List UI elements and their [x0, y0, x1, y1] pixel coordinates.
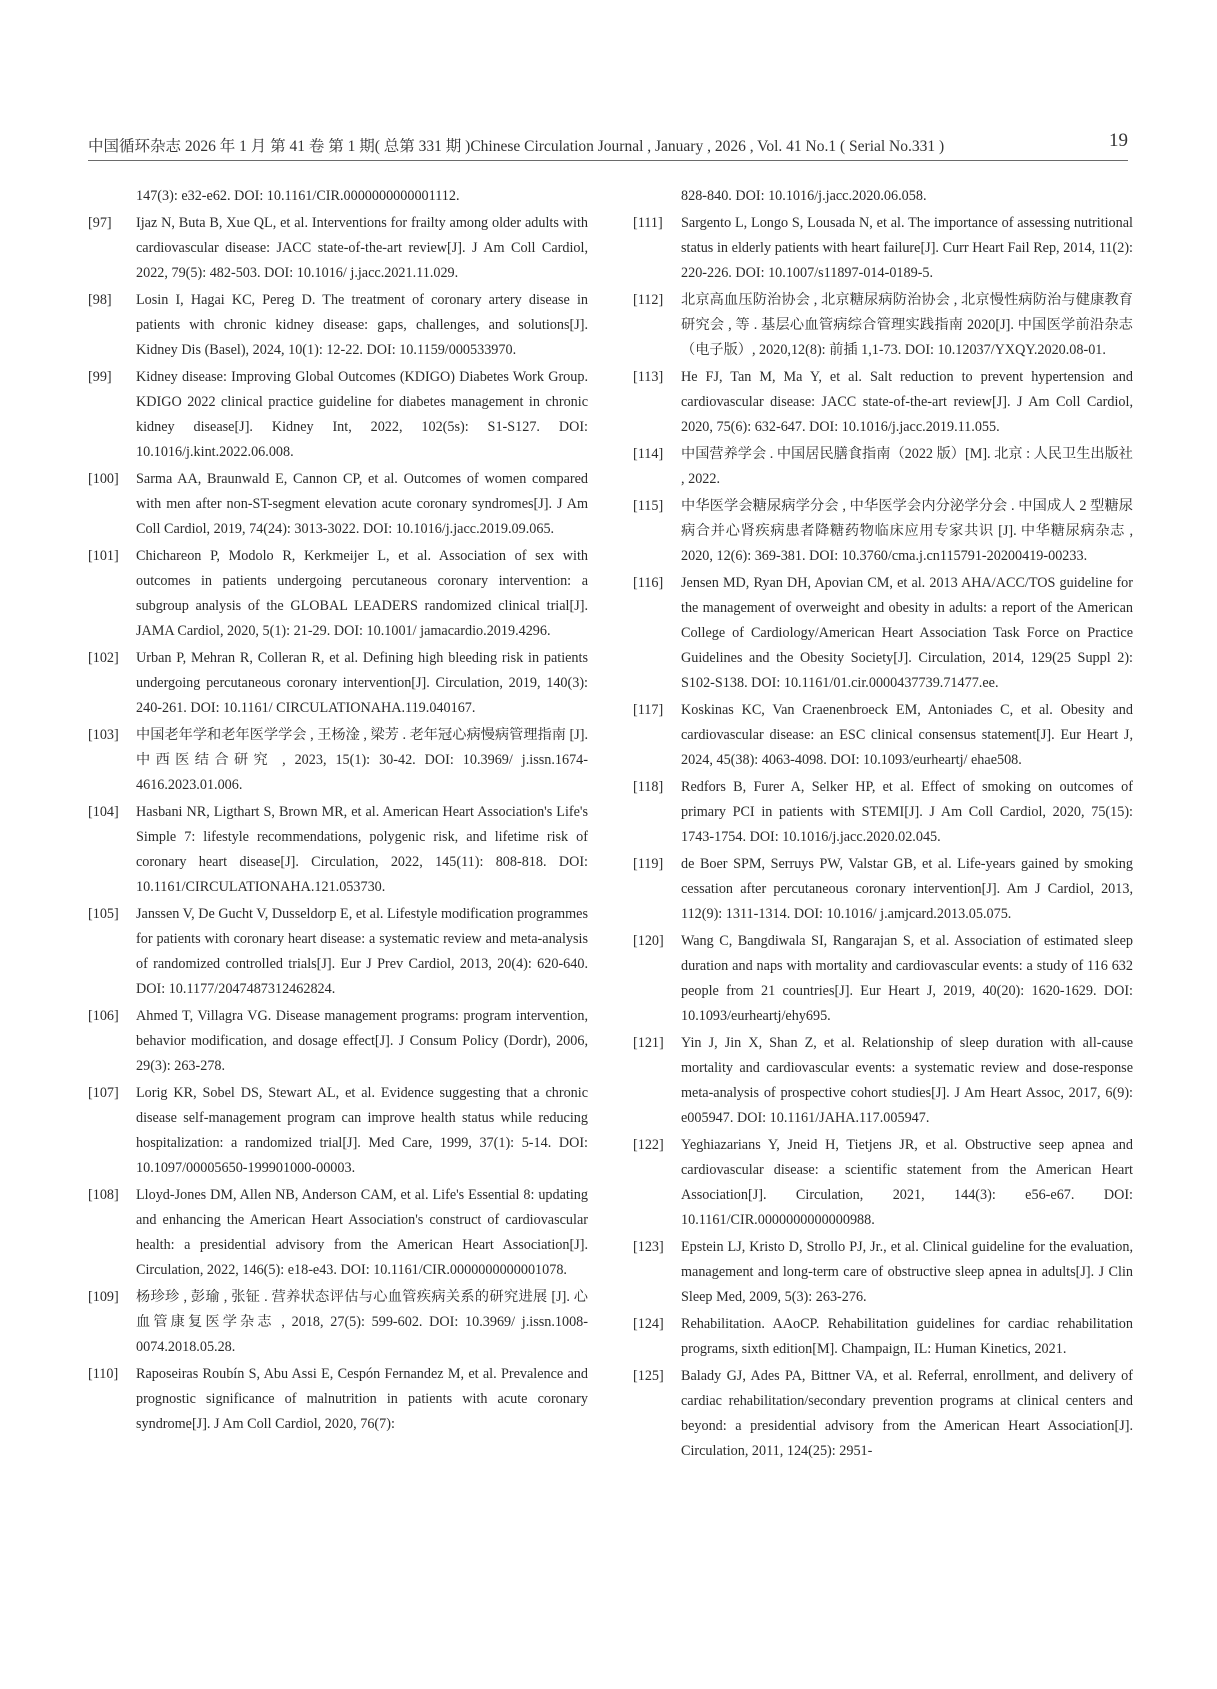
- reference-text: 147(3): e32-e62. DOI: 10.1161/CIR.0000000000001112.: [136, 188, 460, 204]
- reference-text: Losin I, Hagai KC, Pereg D. The treatment of coronary artery disease in patients with chronic kidney disease: gaps, challenges, and solutions[J]. Kidney Dis (Basel), 2024, 10(1): 12-22. DOI: 10.1159/000533970.: [136, 292, 588, 358]
- reference-number: [123]: [633, 1239, 664, 1255]
- reference-number: [99]: [88, 369, 112, 385]
- reference-text: Lloyd-Jones DM, Allen NB, Anderson CAM, et al. Life's Essential 8: updating and enhancing the American Heart Association's construct of cardiovascular health: a presidential advisory from the American Heart Association[J]. Circulation, 2022, 146(5): e18-e43. DOI: 10.1161/CIR.0000000000001078.: [136, 1187, 588, 1278]
- reference-text: He FJ, Tan M, Ma Y, et al. Salt reduction to prevent hypertension and cardiovascular disease: JACC state-of-the-art review[J]. J Am Coll Cardiol, 2020, 75(6): 632-647. DOI: 10.1016/j.jacc.2019.11.055.: [681, 369, 1133, 435]
- reference-text: Sargento L, Longo S, Lousada N, et al. The importance of assessing nutritional status in elderly patients with heart failure[J]. Curr Heart Fail Rep, 2014, 11(2): 220-226. DOI: 10.1007/s11897-014-0189-5.: [681, 215, 1133, 281]
- reference-item: [88, 184, 588, 209]
- reference-text: 828-840. DOI: 10.1016/j.jacc.2020.06.058.: [681, 188, 927, 204]
- reference-text: Yin J, Jin X, Shan Z, et al. Relationship of sleep duration with all-cause mortality and cardiovascular events: a systematic review and dose-response meta-analysis of prospective cohort studies[J]. J Am Heart Assoc, 2017, 6(9): e005947. DOI: 10.1161/JAHA.117.005947.: [681, 1035, 1133, 1126]
- reference-text: 中国老年学和老年医学学会 , 王杨淦 , 梁芳 . 老年冠心病慢病管理指南 [J]. 中西医结合研究 , 2023, 15(1): 30-42. DOI: 10.3969/ j.issn.1674-4616.2023.01.006.: [136, 727, 588, 793]
- reference-text: Wang C, Bangdiwala SI, Rangarajan S, et al. Association of estimated sleep duration and naps with mortality and cardiovascular events: a study of 116 632 people from 21 countries[J]. Eur Heart J, 2019, 40(20): 1620-1629. DOI: 10.1093/eurheartj/ehy695.: [681, 933, 1133, 1024]
- reference-column-right: [633, 184, 1133, 1466]
- reference-text: Lorig KR, Sobel DS, Stewart AL, et al. Evidence suggesting that a chronic disease self-management program can improve health status while reducing hospitalization: a randomized trial[J]. Med Care, 1999, 37(1): 5-14. DOI: 10.1097/00005650-199901000-00003.: [136, 1085, 588, 1176]
- reference-item: [633, 1364, 1133, 1464]
- reference-number: [115]: [633, 498, 664, 514]
- reference-item: [88, 646, 588, 721]
- reference-number: [103]: [88, 727, 119, 743]
- page-header: [88, 130, 1128, 161]
- reference-item: [88, 1285, 588, 1360]
- reference-text: Sarma AA, Braunwald E, Cannon CP, et al. Outcomes of women compared with men after non-ST-segment elevation acute coronary syndromes[J]. J Am Coll Cardiol, 2019, 74(24): 3013-3022. DOI: 10.1016/j.jacc.2019.09.065.: [136, 471, 588, 537]
- reference-item: [633, 442, 1133, 492]
- reference-number: [100]: [88, 471, 119, 487]
- reference-number: [119]: [633, 856, 664, 872]
- reference-number: [110]: [88, 1366, 119, 1382]
- reference-column-left: [88, 184, 588, 1439]
- reference-text: 中国营养学会 . 中国居民膳食指南（2022 版）[M]. 北京 : 人民卫生出版社 , 2022.: [681, 446, 1133, 487]
- reference-item: [633, 494, 1133, 569]
- reference-number: [111]: [633, 215, 663, 231]
- reference-text: 杨珍珍 , 彭瑜 , 张钲 . 营养状态评估与心血管疾病关系的研究进展 [J]. 心血管康复医学杂志 , 2018, 27(5): 599-602. DOI: 10.3969/ j.issn.1008-0074.2018.05.28.: [136, 1289, 588, 1355]
- reference-item: [633, 698, 1133, 773]
- reference-number: [106]: [88, 1008, 119, 1024]
- reference-number: [101]: [88, 548, 119, 564]
- reference-text: Urban P, Mehran R, Colleran R, et al. Defining high bleeding risk in patients undergoing percutaneous coronary intervention[J]. Circulation, 2019, 140(3): 240-261. DOI: 10.1161/ CIRCULATIONAHA.119.040167.: [136, 650, 588, 716]
- reference-number: [122]: [633, 1137, 664, 1153]
- reference-text: Ijaz N, Buta B, Xue QL, et al. Interventions for frailty among older adults with cardiovascular disease: JACC state-of-the-art review[J]. J Am Coll Cardiol, 2022, 79(5): 482-503. DOI: 10.1016/ j.jacc.2021.11.029.: [136, 215, 588, 281]
- reference-text: Hasbani NR, Ligthart S, Brown MR, et al. American Heart Association's Life's Simple 7: lifestyle recommendations, polygenic risk, and lifetime risk of coronary heart disease[J]. Circulation, 2022, 145(11): 808-818. DOI: 10.1161/CIRCULATIONAHA.121.053730.: [136, 804, 588, 895]
- reference-item: [633, 288, 1133, 363]
- reference-item: [88, 1004, 588, 1079]
- reference-number: [98]: [88, 292, 112, 308]
- reference-text: Raposeiras Roubín S, Abu Assi E, Cespón Fernandez M, et al. Prevalence and prognostic significance of malnutrition in patients with acute coronary syndrome[J]. J Am Coll Cardiol, 2020, 76(7):: [136, 1366, 588, 1432]
- reference-number: [109]: [88, 1289, 119, 1305]
- reference-item: [88, 1183, 588, 1283]
- reference-text: Koskinas KC, Van Craenenbroeck EM, Antoniades C, et al. Obesity and cardiovascular disease: an ESC clinical consensus statement[J]. Eur Heart J, 2024, 45(38): 4063-4098. DOI: 10.1093/eurheartj/ ehae508.: [681, 702, 1133, 768]
- running-title: 中国循环杂志 2026 年 1 月 第 41 卷 第 1 期( 总第 331 期 )Chinese Circulation Journal , January , 2026 , Vol. 41 No.1 ( Serial No.331 ): [88, 138, 945, 155]
- reference-number: [118]: [633, 779, 664, 795]
- reference-item: [88, 365, 588, 465]
- reference-item: [633, 184, 1133, 209]
- reference-number: [120]: [633, 933, 664, 949]
- reference-number: [107]: [88, 1085, 119, 1101]
- reference-item: [633, 775, 1133, 850]
- page-number: 19: [1109, 130, 1128, 151]
- reference-item: [88, 288, 588, 363]
- reference-item: [633, 1133, 1133, 1233]
- reference-item: [88, 211, 588, 286]
- reference-text: 北京高血压防治协会 , 北京糖尿病防治协会 , 北京慢性病防治与健康教育研究会 , 等 . 基层心血管病综合管理实践指南 2020[J]. 中国医学前沿杂志（电子版）, 2020,12(8): 前插 1,1-73. DOI: 10.12037/YXQY.2020.08-01.: [681, 292, 1133, 358]
- reference-number: [104]: [88, 804, 119, 820]
- reference-item: [88, 1081, 588, 1181]
- reference-text: Balady GJ, Ades PA, Bittner VA, et al. Referral, enrollment, and delivery of cardiac rehabilitation/secondary prevention programs at clinical centers and beyond: a presidential advisory from the American Heart Association[J]. Circulation, 2011, 124(25): 2951-: [681, 1368, 1133, 1459]
- reference-text: de Boer SPM, Serruys PW, Valstar GB, et al. Life-years gained by smoking cessation after percutaneous coronary intervention[J]. Am J Cardiol, 2013, 112(9): 1311-1314. DOI: 10.1016/ j.amjcard.2013.05.075.: [681, 856, 1133, 922]
- reference-number: [121]: [633, 1035, 664, 1051]
- reference-item: [633, 1031, 1133, 1131]
- reference-item: [88, 467, 588, 542]
- reference-item: [633, 852, 1133, 927]
- reference-number: [108]: [88, 1187, 119, 1203]
- reference-item: [633, 211, 1133, 286]
- reference-item: [88, 1362, 588, 1437]
- reference-number: [124]: [633, 1316, 664, 1332]
- reference-item: [633, 1312, 1133, 1362]
- reference-number: [116]: [633, 575, 664, 591]
- reference-item: [88, 544, 588, 644]
- reference-text: Chichareon P, Modolo R, Kerkmeijer L, et al. Association of sex with outcomes in patients undergoing percutaneous coronary intervention: a subgroup analysis of the GLOBAL LEADERS randomized clinical trial[J]. JAMA Cardiol, 2020, 5(1): 21-29. DOI: 10.1001/ jamacardio.2019.4296.: [136, 548, 588, 639]
- reference-item: [88, 800, 588, 900]
- reference-text: Janssen V, De Gucht V, Dusseldorp E, et al. Lifestyle modification programmes for patients with coronary heart disease: a systematic review and meta-analysis of randomized controlled trials[J]. Eur J Prev Cardiol, 2013, 20(4): 620-640. DOI: 10.1177/2047487312462824.: [136, 906, 588, 997]
- reference-number: [114]: [633, 446, 664, 462]
- reference-item: [633, 929, 1133, 1029]
- reference-text: Redfors B, Furer A, Selker HP, et al. Effect of smoking on outcomes of primary PCI in patients with STEMI[J]. J Am Coll Cardiol, 2020, 75(15): 1743-1754. DOI: 10.1016/j.jacc.2020.02.045.: [681, 779, 1133, 845]
- reference-text: Jensen MD, Ryan DH, Apovian CM, et al. 2013 AHA/ACC/TOS guideline for the management of overweight and obesity in adults: a report of the American College of Cardiology/American Heart Association Task Force on Practice Guidelines and the Obesity Society[J]. Circulation, 2014, 129(25 Suppl 2): S102-S138. DOI: 10.1161/01.cir.0000437739.71477.ee.: [681, 575, 1133, 691]
- reference-number: [113]: [633, 369, 664, 385]
- reference-item: [633, 365, 1133, 440]
- reference-number: [105]: [88, 906, 119, 922]
- reference-text: Epstein LJ, Kristo D, Strollo PJ, Jr., et al. Clinical guideline for the evaluation, management and long-term care of obstructive sleep apnea in adults[J]. J Clin Sleep Med, 2009, 5(3): 263-276.: [681, 1239, 1133, 1305]
- reference-item: [633, 1235, 1133, 1310]
- reference-item: [88, 902, 588, 1002]
- reference-text: Kidney disease: Improving Global Outcomes (KDIGO) Diabetes Work Group. KDIGO 2022 clinical practice guideline for diabetes management in chronic kidney disease[J]. Kidney Int, 2022, 102(5s): S1-S127. DOI: 10.1016/j.kint.2022.06.008.: [136, 369, 588, 460]
- reference-number: [125]: [633, 1368, 664, 1384]
- reference-item: [633, 571, 1133, 696]
- reference-number: [117]: [633, 702, 664, 718]
- reference-item: [88, 723, 588, 798]
- reference-text: Yeghiazarians Y, Jneid H, Tietjens JR, et al. Obstructive seep apnea and cardiovascular disease: a scientific statement from the American Heart Association[J]. Circulation, 2021, 144(3): e56-e67. DOI: 10.1161/CIR.0000000000000988.: [681, 1137, 1133, 1228]
- reference-text: Rehabilitation. AAoCP. Rehabilitation guidelines for cardiac rehabilitation programs, sixth edition[M]. Champaign, IL: Human Kinetics, 2021.: [681, 1316, 1133, 1357]
- reference-number: [97]: [88, 215, 112, 231]
- reference-text: 中华医学会糖尿病学分会 , 中华医学会内分泌学分会 . 中国成人 2 型糖尿病合并心肾疾病患者降糖药物临床应用专家共识 [J]. 中华糖尿病杂志 , 2020, 12(6): 369-381. DOI: 10.3760/cma.j.cn115791-20200419-00233.: [681, 498, 1133, 564]
- reference-text: Ahmed T, Villagra VG. Disease management programs: program intervention, behavior modification, and dosage effect[J]. J Consum Policy (Dordr), 2006, 29(3): 263-278.: [136, 1008, 588, 1074]
- reference-number: [112]: [633, 292, 664, 308]
- reference-number: [102]: [88, 650, 119, 666]
